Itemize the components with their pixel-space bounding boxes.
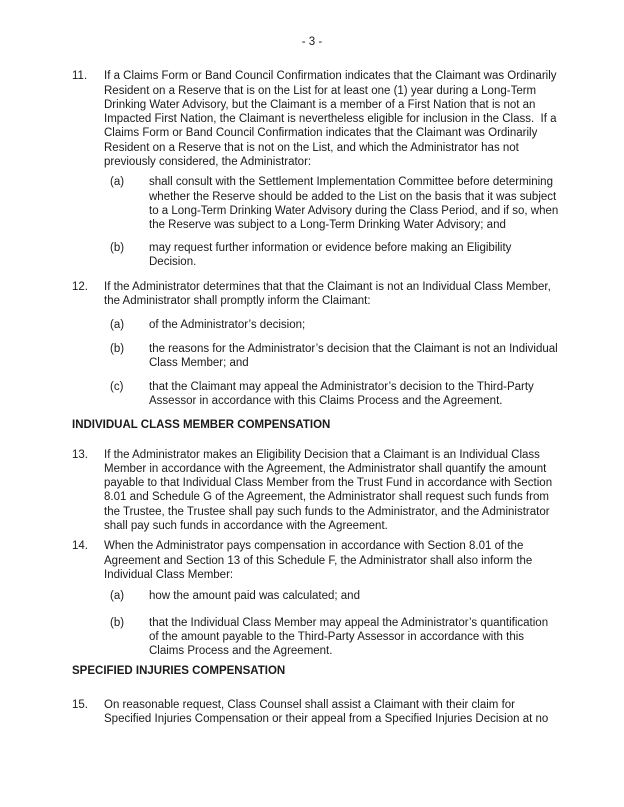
subitem-label: (a) bbox=[110, 176, 125, 189]
subitem-text: shall consult with the Settlement Implementation Committee before determining whether the Reserve should be added to the List on the basis that it was subject to a Long-Term Drinking Water Advisory during the Class Period, and if so, when the Reserve was subject to a Long-Term Drinking Water Advisory; and bbox=[149, 176, 562, 232]
paragraph-15 bbox=[72, 698, 560, 727]
paragraph-number: 12. bbox=[72, 281, 88, 294]
subitem-label: (b) bbox=[110, 241, 125, 254]
paragraph-14-item-a bbox=[110, 589, 560, 603]
paragraph-text: On reasonable request, Class Counsel shall assist a Claimant with their claim for Specified Injuries Compensation or their appeal from a Specified Injuries Decision at no bbox=[104, 698, 549, 725]
paragraph-12 bbox=[72, 280, 560, 309]
paragraph-14-item-b bbox=[110, 616, 560, 659]
section-heading-individual-class-member-compensation: INDIVIDUAL CLASS MEMBER COMPENSATION bbox=[72, 419, 331, 432]
paragraph-11-item-b bbox=[110, 241, 560, 270]
paragraph-11-item-a bbox=[110, 175, 560, 232]
paragraph-number: 14. bbox=[72, 540, 88, 553]
paragraph-text: If the Administrator makes an Eligibility Decision that a Claimant is an Individual Class Member in accordance with the Agreement, the Administrator shall quantify the amount payable to that Individual Class Member from the Trust Fund in accordance with Section 8.01 and Schedule G of the Agreement, the Administrator shall request such funds from the Trustee, the Trustee shall pay such funds to the Administrator, and the Administrator shall pay such funds in accordance with the Agreement. bbox=[104, 448, 556, 533]
paragraph-number: 13. bbox=[72, 448, 88, 461]
subitem-label: (c) bbox=[110, 380, 124, 393]
paragraph-text: When the Administrator pays compensation in accordance with Section 8.01 of the Agreement and Section 13 of this Schedule F, the Administrator shall also inform the Individual Class Member: bbox=[104, 540, 536, 581]
paragraph-text: If a Claims Form or Band Council Confirmation indicates that the Claimant was Ordinarily Resident on a Reserve that is on the List for at least one (1) year during a Long-Term Drinking Water Advisory, but the Claimant is a member of a First Nation that is not an Impacted First Nation, the Claimant is nevertheless eligible for inclusion in the Class. If a Claims Form or Band Council Confirmation indicates that the Claimant was Ordinarily Resident on a Reserve that is not on the List, and which the Administrator has not previously considered, the Administrator: bbox=[104, 70, 560, 169]
subitem-text: of the Administrator’s decision; bbox=[149, 318, 306, 331]
paragraph-number: 15. bbox=[72, 698, 88, 711]
paragraph-14 bbox=[72, 539, 560, 582]
subitem-label: (a) bbox=[110, 318, 125, 331]
subitem-text: that the Claimant may appeal the Administrator’s decision to the Third-Party Assessor in accordance with this Claims Process and the Agreement. bbox=[149, 380, 537, 407]
page-number: - 3 - bbox=[301, 36, 323, 48]
paragraph-text: If the Administrator determines that that the Claimant is not an Individual Class Member, the Administrator shall promptly inform the Claimant: bbox=[104, 281, 555, 308]
paragraph-number: 11. bbox=[72, 70, 88, 83]
paragraph-11 bbox=[72, 69, 560, 169]
paragraph-12-item-b bbox=[110, 342, 560, 371]
subitem-label: (a) bbox=[110, 590, 125, 603]
subitem-text: how the amount paid was calculated; and bbox=[149, 590, 360, 603]
subitem-label: (b) bbox=[110, 343, 125, 356]
subitem-label: (b) bbox=[110, 616, 125, 629]
document-body bbox=[0, 69, 624, 726]
section-heading-specified-injuries-compensation: SPECIFIED INJURIES COMPENSATION bbox=[72, 665, 286, 678]
subitem-text: the reasons for the Administrator’s decision that the Claimant is not an Individual Class Member; and bbox=[149, 343, 561, 370]
subitem-text: may request further information or evidence before making an Eligibility Decision. bbox=[149, 241, 515, 268]
paragraph-12-item-c bbox=[110, 380, 560, 409]
paragraph-12-item-a bbox=[110, 318, 560, 332]
paragraph-13 bbox=[72, 448, 560, 534]
subitem-text: that the Individual Class Member may appeal the Administrator’s quantification of the amount payable to the Third-Party Assessor in accordance with this Claims Process and the Agreement. bbox=[149, 616, 552, 658]
